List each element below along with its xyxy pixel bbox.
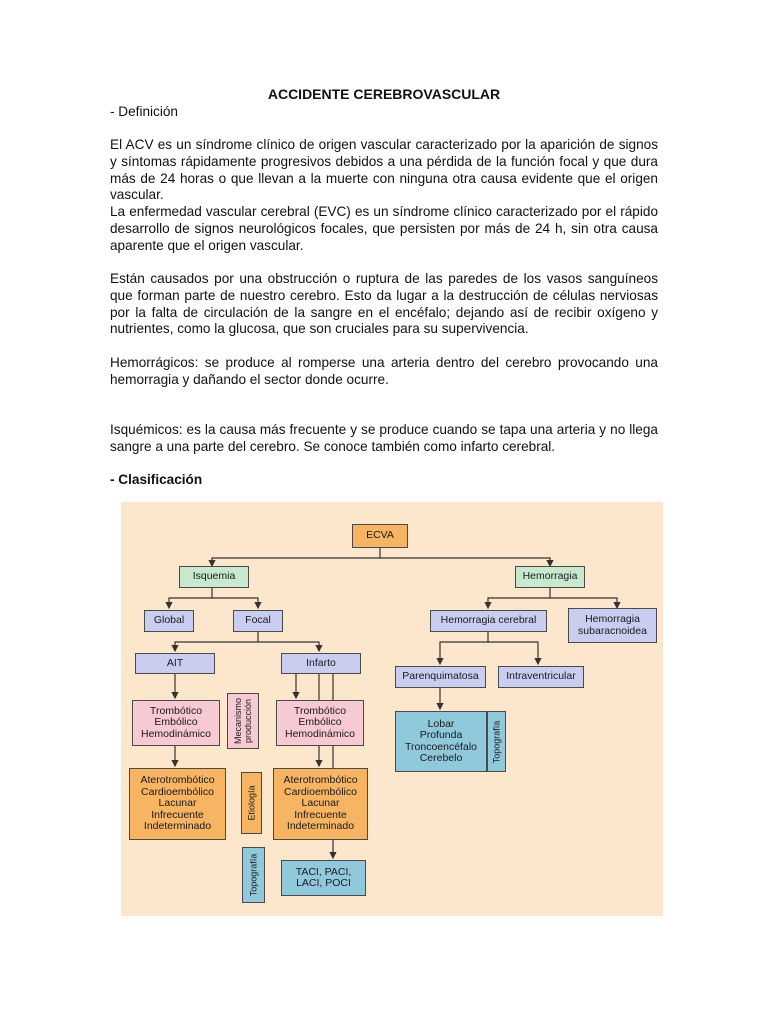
node-etiologia-ait: Aterotrombótico Cardioembólico Lacunar Infrecuente Indeterminado [129,768,226,840]
page-title: ACCIDENTE CEREBROVASCULAR [267,86,501,102]
node-topografia-label [242,847,265,903]
paragraph-isquemicos: Isquémicos: es la causa más frecuente y se produce cuando se tapa una arteria y no llega sangre a una parte del cerebro. Se conoce también como infarto cerebral. [110,422,658,454]
node-global: Global [144,610,194,632]
node-mecanismo-ait: Trombótico Embólico Hemodinámico [132,700,220,746]
classification-heading: - Clasificación [110,472,203,487]
paragraph-acv: El ACV es un síndrome clínico de origen vascular caracterizado por la aparición de signos y síntomas rápidamente progresivos debidos a una pérdida de la función focal y que dura más de 24 horas o que llevan a la muerte con ninguna otra causa evidente que el origen vascular. [110,137,658,203]
node-intraventricular: Intraventricular [498,666,584,688]
node-localizacion: Lobar Profunda Troncoencéfalo Cerebelo [395,711,487,772]
classification-diagram [121,502,663,916]
mecanismo-label-text: Mecanismo producción [233,697,254,745]
definition-heading: - Definición [110,104,178,119]
node-ait: AIT [135,653,215,674]
node-mecanismo-infarto: Trombótico Embólico Hemodinámico [276,700,364,746]
paragraph-evc: La enfermedad vascular cerebral (EVC) es un síndrome clínico caracterizado por el rápido desarrollo de signos neurológicos focales, que persisten por más de 24 h, sin otra causa aparente que el origen vascular. [110,204,658,253]
node-isquemia: Isquemia [179,566,249,588]
topografia-label-text: Topografía [248,853,259,897]
node-ecva: ECVA [352,524,408,548]
node-hemorragia-cerebral: Hemorragia cerebral [430,610,547,632]
node-focal: Focal [233,610,283,632]
node-infarto: Infarto [281,653,361,674]
node-topografia-infarto: TACI, PACI, LACI, POCI [281,860,366,896]
node-topografia-hemorragia-label [487,711,506,772]
node-hemorragia-subaracnoidea: Hemorragia subaracnoidea [568,608,657,643]
node-etiologia-infarto: Aterotrombótico Cardioembólico Lacunar Infrecuente Indeterminado [273,768,368,840]
node-mecanismo-label [227,693,259,749]
node-parenquimatosa: Parenquimatosa [395,666,486,688]
node-etiologia-label [241,772,262,834]
etiologia-label-text: Etiología [246,785,257,821]
node-hemorragia: Hemorragia [515,566,585,588]
topografia-hemorragia-label-text: Topografía [491,720,502,763]
paragraph-causas: Están causados por una obstrucción o ruptura de las paredes de los vasos sanguíneos que forman parte de nuestro cerebro. Esto da lugar a la destrucción de células nerviosas por la falta de circulación de la sangre en el encéfalo; dejando así de recibir oxígeno y nutrientes, como la glucosa, que son cruciales para su supervivencia. [110,271,658,337]
paragraph-hemorragicos: Hemorrágicos: se produce al romperse una arteria dentro del cerebro provocando una hemorragia y dañando el sector donde ocurre. [110,355,658,387]
